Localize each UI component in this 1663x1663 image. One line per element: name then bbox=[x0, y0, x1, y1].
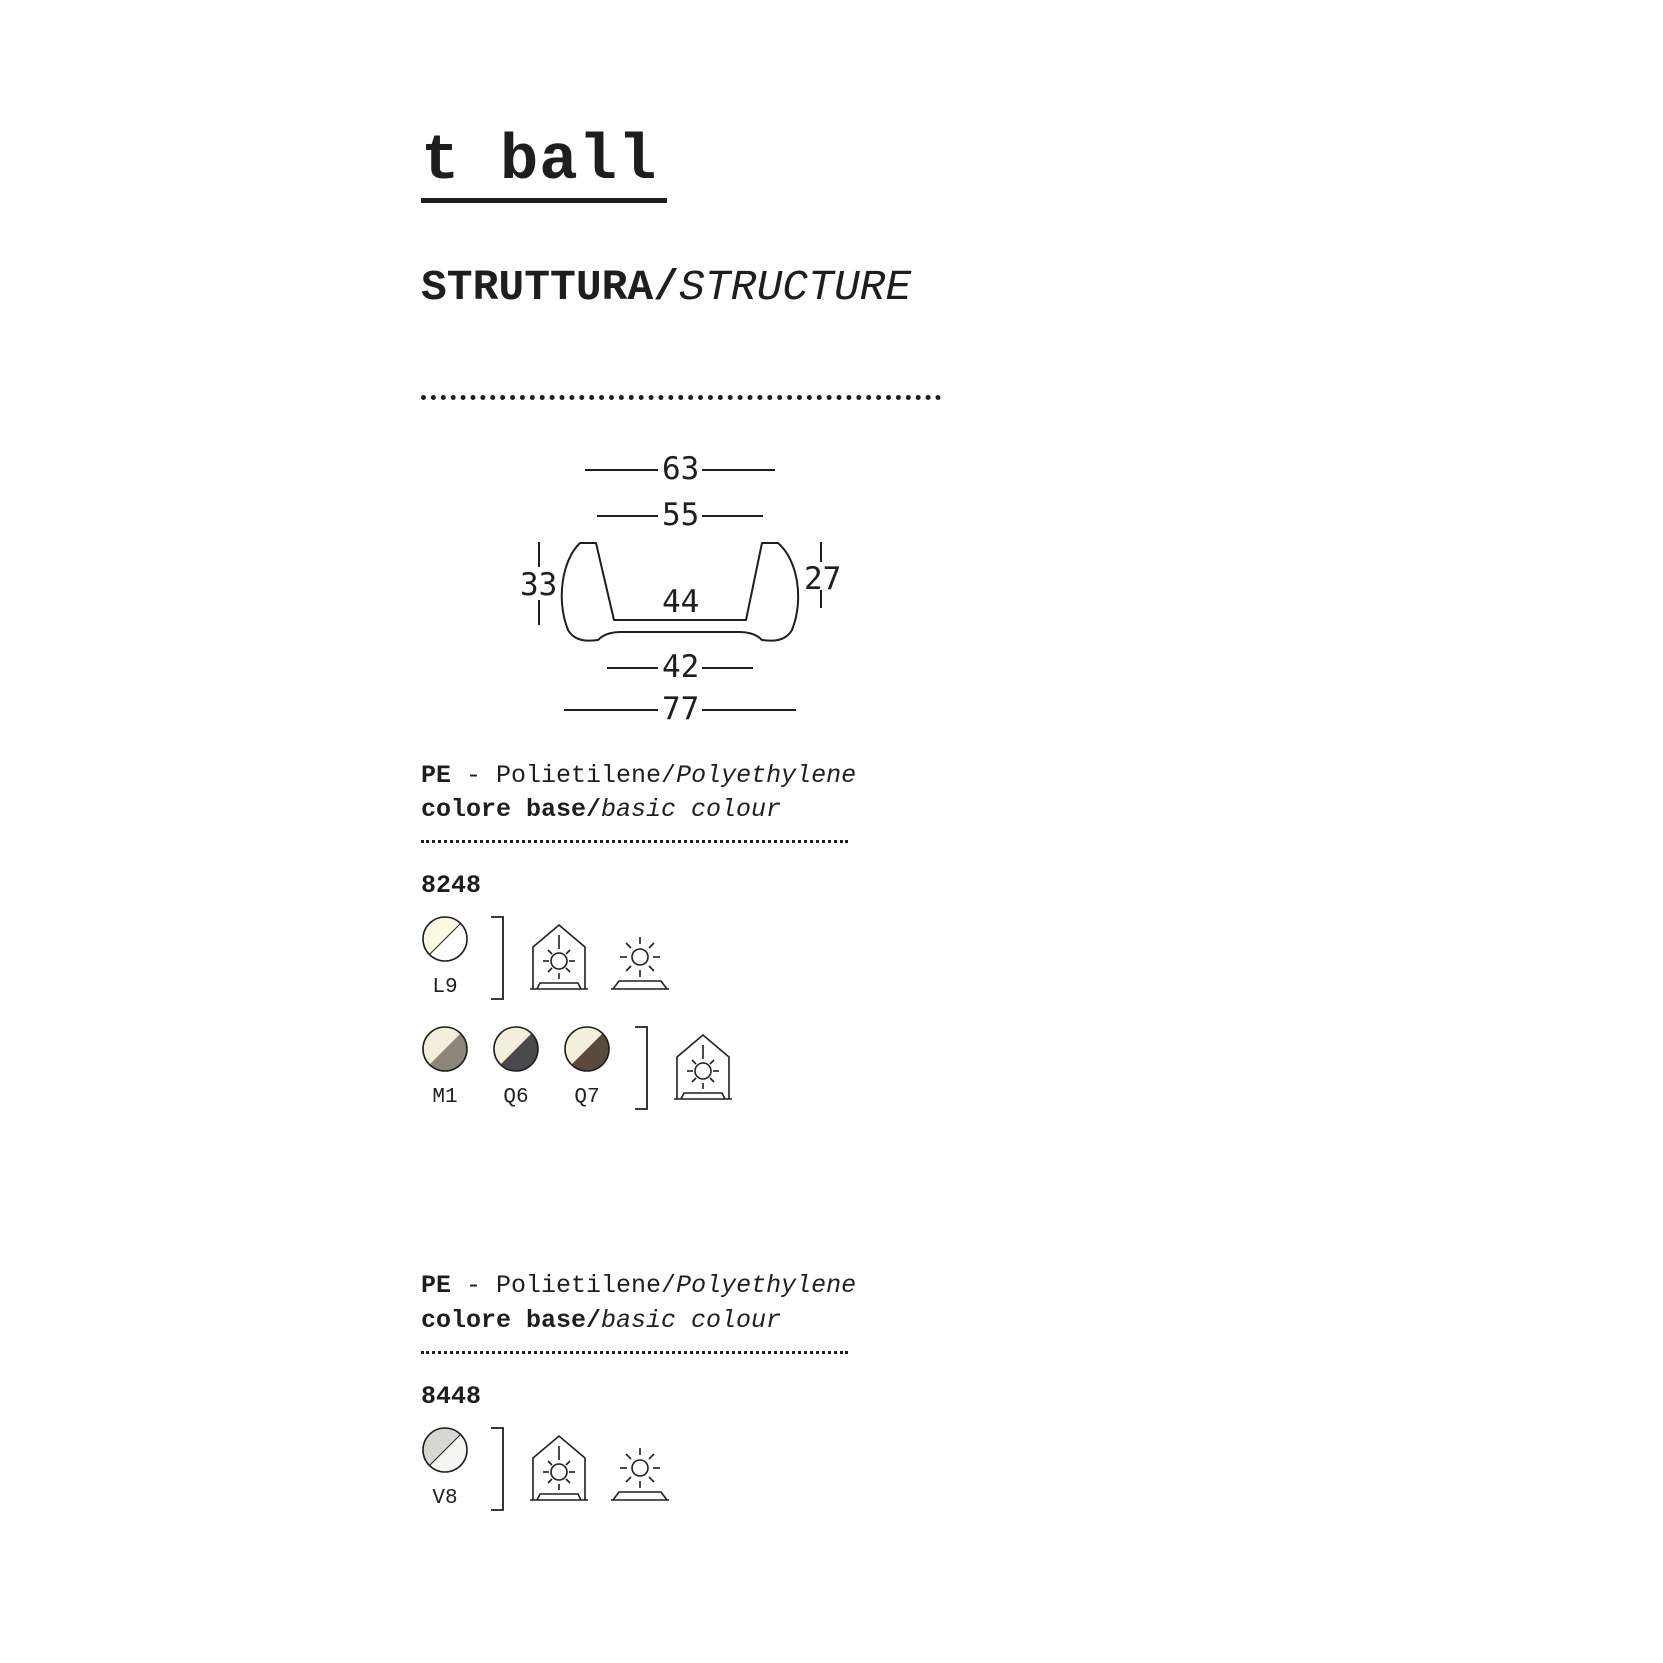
bracket-icon bbox=[633, 1025, 653, 1111]
structure-label-en: STRUCTURE bbox=[679, 263, 912, 312]
article-code-2: 8448 bbox=[421, 1382, 482, 1411]
bracket-icon bbox=[489, 1426, 509, 1512]
structure-label-it: STRUTTURA/ bbox=[421, 263, 680, 312]
material-separator: - bbox=[451, 1271, 497, 1300]
dim-bottom-outer: 77 bbox=[662, 691, 700, 727]
material-line-2 bbox=[421, 1273, 856, 1298]
bracket-icon bbox=[489, 915, 509, 1001]
swatch-label: L9 bbox=[432, 976, 458, 999]
colour-label-en: basic colour bbox=[601, 795, 782, 824]
colour-label-en: basic colour bbox=[601, 1306, 782, 1335]
material-abbr: PE bbox=[421, 761, 452, 790]
dim-top-outer: 63 bbox=[662, 451, 700, 487]
article-code-1: 8248 bbox=[421, 871, 482, 900]
material-divider-1 bbox=[421, 840, 848, 843]
colour-line-2 bbox=[421, 1308, 781, 1333]
dim-top-inner: 55 bbox=[662, 497, 700, 533]
swatch-q6 bbox=[492, 1025, 540, 1073]
colour-label-it: colore base/ bbox=[421, 1306, 602, 1335]
indoor-light-icon bbox=[674, 1033, 732, 1105]
dim-bottom-inner: 42 bbox=[662, 649, 700, 685]
dim-left-height: 33 bbox=[520, 567, 558, 603]
swatch-l9 bbox=[421, 915, 469, 963]
swatch-group-1 bbox=[421, 915, 721, 1005]
colour-line-1 bbox=[421, 797, 781, 822]
indoor-light-icon bbox=[530, 923, 588, 995]
material-name-it: Polietilene/ bbox=[496, 1271, 677, 1300]
material-separator: - bbox=[451, 761, 497, 790]
dimension-drawing bbox=[500, 440, 900, 740]
swatch-v8 bbox=[421, 1426, 469, 1474]
colour-label-it: colore base/ bbox=[421, 795, 602, 824]
material-abbr: PE bbox=[421, 1271, 452, 1300]
swatch-label: V8 bbox=[432, 1487, 458, 1510]
product-title: t ball bbox=[421, 126, 658, 198]
swatch-label: Q6 bbox=[503, 1086, 529, 1109]
swatch-group-2 bbox=[421, 1025, 741, 1115]
swatch-label: M1 bbox=[432, 1086, 458, 1109]
structure-divider bbox=[421, 395, 941, 400]
swatch-group-3 bbox=[421, 1426, 721, 1516]
outdoor-sun-icon bbox=[611, 1446, 669, 1502]
material-name-en: Polyethylene bbox=[676, 761, 857, 790]
dim-right-height: 27 bbox=[804, 561, 842, 597]
structure-heading bbox=[421, 263, 912, 312]
outdoor-sun-icon bbox=[611, 935, 669, 991]
material-line-1 bbox=[421, 763, 856, 788]
title-underline bbox=[421, 198, 667, 203]
material-name-en: Polyethylene bbox=[676, 1271, 857, 1300]
dim-seat-width: 44 bbox=[662, 584, 700, 620]
swatch-q7 bbox=[563, 1025, 611, 1073]
swatch-label: Q7 bbox=[574, 1086, 600, 1109]
indoor-light-icon bbox=[530, 1434, 588, 1506]
material-name-it: Polietilene/ bbox=[496, 761, 677, 790]
material-divider-2 bbox=[421, 1351, 848, 1354]
swatch-m1 bbox=[421, 1025, 469, 1073]
